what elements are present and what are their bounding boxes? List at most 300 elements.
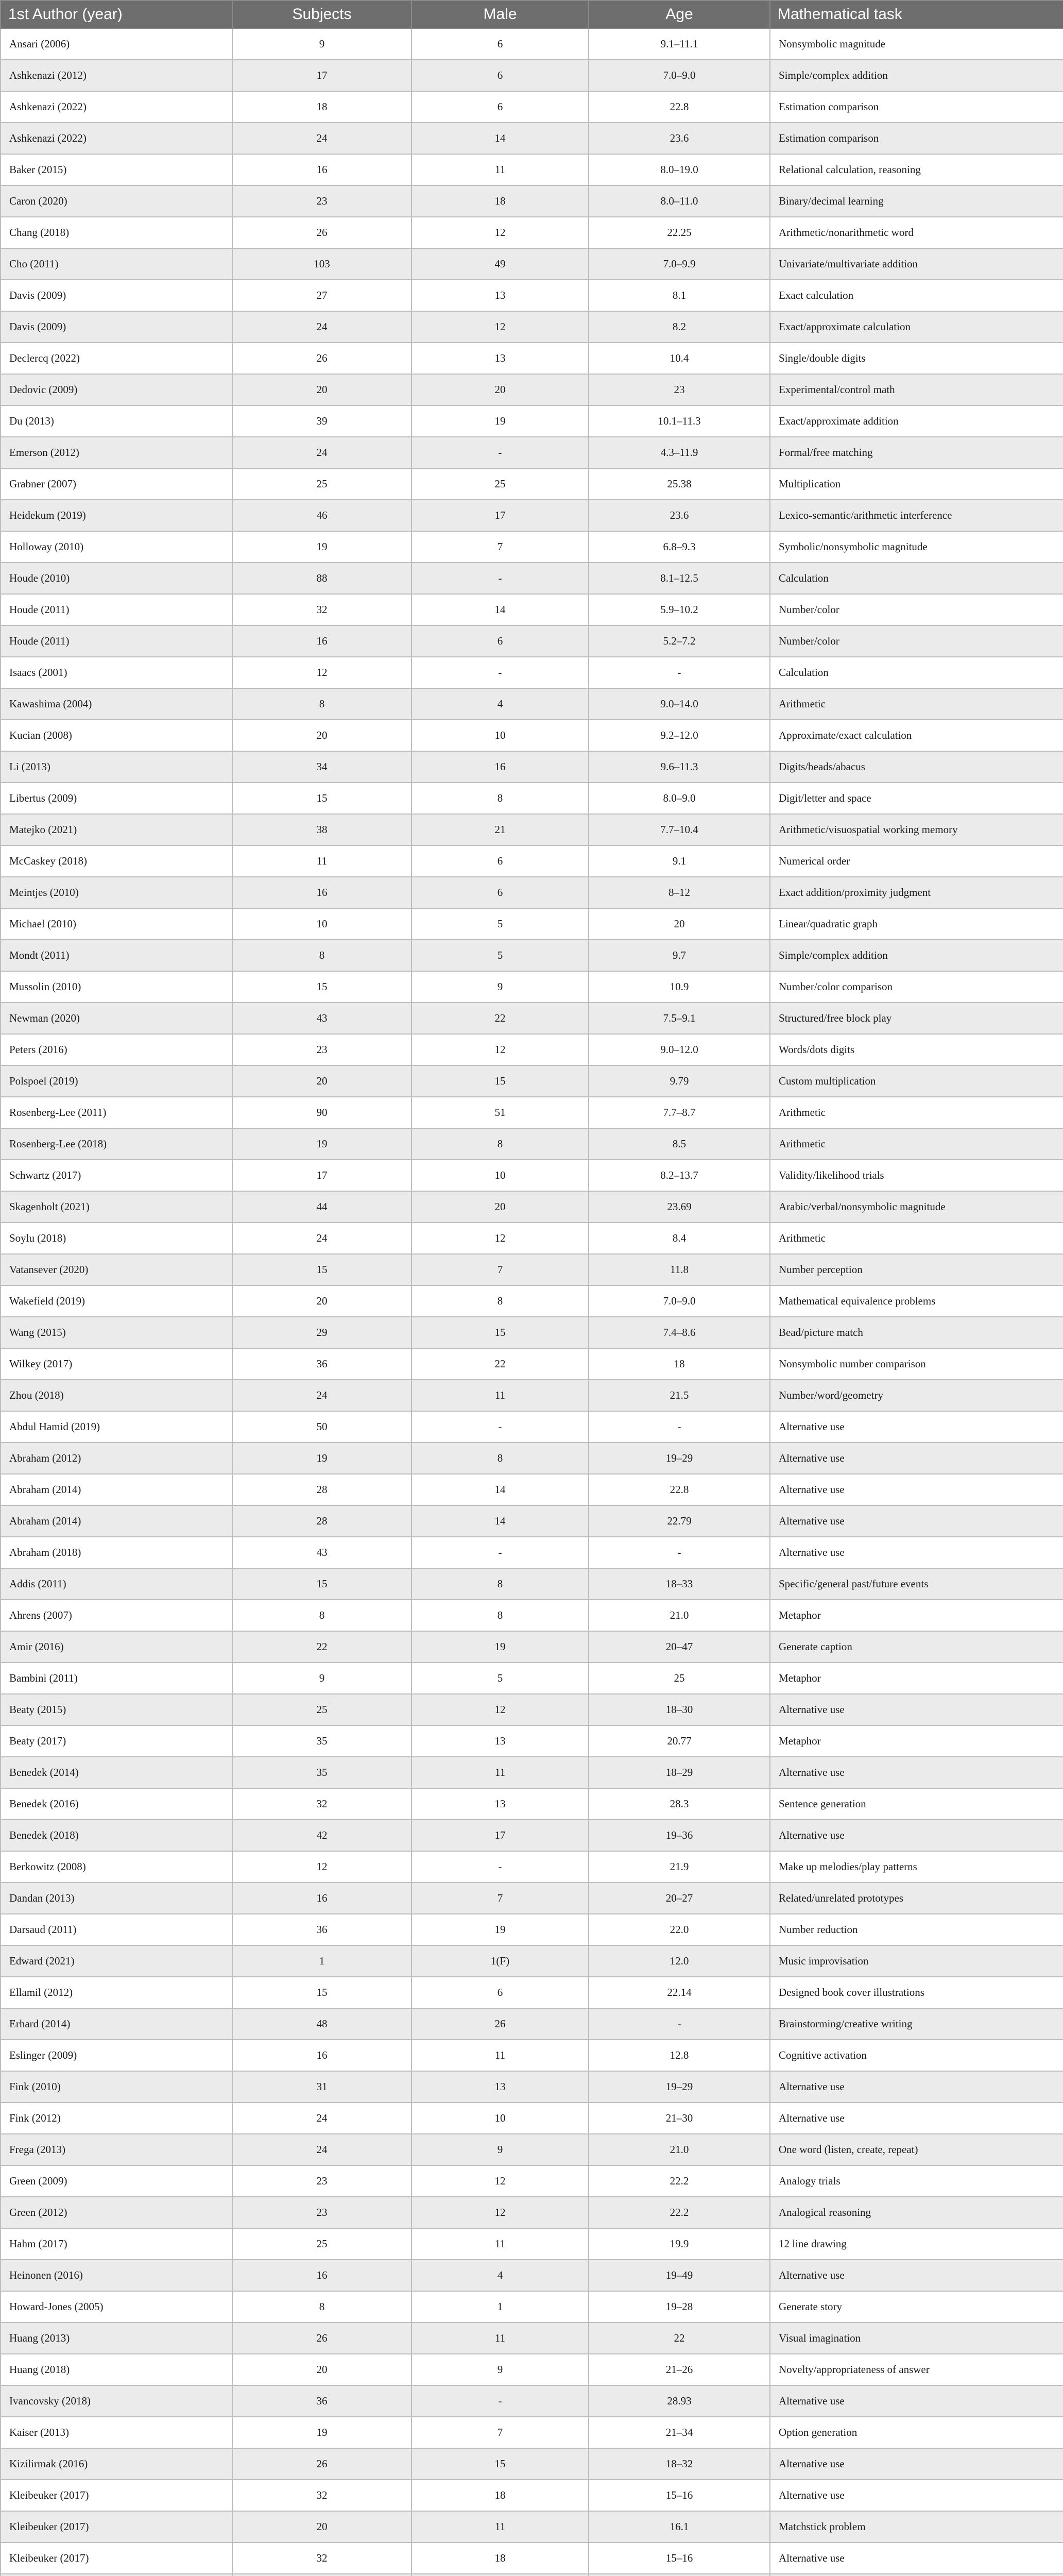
author-cell: Meintjes (2010)	[1, 877, 232, 908]
male-cell: 8	[412, 1285, 589, 1317]
task-cell: Alternative use	[770, 2543, 1063, 2574]
task-cell: Estimation comparison	[770, 123, 1063, 154]
male-cell: 17	[412, 500, 589, 531]
male-cell: 15	[412, 1065, 589, 1097]
author-cell: Caron (2020)	[1, 185, 232, 217]
male-cell: 4	[412, 688, 589, 720]
age-cell: 4.3–11.9	[589, 437, 770, 468]
age-cell: 19–49	[589, 2260, 770, 2291]
author-cell: Addis (2011)	[1, 1568, 232, 1600]
author-cell: Soylu (2018)	[1, 1223, 232, 1254]
table-row	[1, 500, 1063, 531]
age-cell: 22.2	[589, 2197, 770, 2228]
male-cell: 22	[412, 1003, 589, 1034]
author-cell: Matejko (2021)	[1, 814, 232, 845]
table-row	[1, 437, 1063, 468]
male-cell: 19	[412, 1914, 589, 1945]
table-row	[1, 2134, 1063, 2165]
table-row	[1, 971, 1063, 1003]
age-cell: 11.8	[589, 1254, 770, 1285]
task-cell: Nonsymbolic number comparison	[770, 1348, 1063, 1380]
task-cell: Digit/letter and space	[770, 783, 1063, 814]
age-cell: 7.0–9.9	[589, 248, 770, 280]
author-cell: Hahm (2017)	[1, 2228, 232, 2260]
subjects-cell: 26	[232, 2448, 412, 2480]
task-cell: Alternative use	[770, 2448, 1063, 2480]
table-row	[1, 2448, 1063, 2480]
age-cell: 9.1	[589, 845, 770, 877]
author-cell: Amir (2016)	[1, 1631, 232, 1663]
male-cell: 17	[412, 1820, 589, 1851]
table-row	[1, 1443, 1063, 1474]
task-cell: Metaphor	[770, 1725, 1063, 1757]
subjects-cell: 16	[232, 1883, 412, 1914]
table-row	[1, 2354, 1063, 2385]
male-cell: 6	[412, 877, 589, 908]
task-cell: Cognitive activation	[770, 2040, 1063, 2071]
male-cell: 14	[412, 123, 589, 154]
age-cell: 7.7–8.7	[589, 1097, 770, 1128]
male-cell: 15	[412, 2448, 589, 2480]
subjects-cell: 16	[232, 2260, 412, 2291]
task-cell: Alternative use	[770, 2385, 1063, 2417]
subjects-cell: 24	[232, 123, 412, 154]
author-cell: Grabner (2007)	[1, 468, 232, 500]
male-cell	[412, 2574, 589, 2576]
male-cell: 18	[412, 185, 589, 217]
author-cell: Frega (2013)	[1, 2134, 232, 2165]
age-cell: 23.6	[589, 500, 770, 531]
male-cell: 13	[412, 1725, 589, 1757]
age-cell: 9.7	[589, 940, 770, 971]
male-cell: -	[412, 1537, 589, 1568]
author-cell: Ashkenazi (2022)	[1, 123, 232, 154]
task-cell: Digits/beads/abacus	[770, 751, 1063, 783]
author-cell: Fink (2010)	[1, 2071, 232, 2103]
task-cell: Simple/complex addition	[770, 940, 1063, 971]
subjects-cell: 46	[232, 500, 412, 531]
subjects-cell: 12	[232, 1851, 412, 1883]
author-cell: Davis (2009)	[1, 311, 232, 343]
table-row	[1, 2480, 1063, 2511]
male-cell: 10	[412, 720, 589, 751]
table-row	[1, 1191, 1063, 1223]
table-row	[1, 2071, 1063, 2103]
column-header-task: Mathematical task	[770, 1, 1063, 28]
table-row	[1, 2385, 1063, 2417]
table-row	[1, 343, 1063, 374]
author-cell: Newman (2020)	[1, 1003, 232, 1034]
task-cell: Arithmetic	[770, 1223, 1063, 1254]
task-cell: Metaphor	[770, 1663, 1063, 1694]
male-cell: 6	[412, 1977, 589, 2008]
subjects-cell	[232, 2574, 412, 2576]
age-cell: 19–36	[589, 1820, 770, 1851]
age-cell: 9.6–11.3	[589, 751, 770, 783]
male-cell: 6	[412, 60, 589, 91]
table-row	[1, 185, 1063, 217]
column-header-age: Age	[589, 1, 770, 28]
subjects-cell: 23	[232, 2165, 412, 2197]
male-cell: 13	[412, 2071, 589, 2103]
subjects-cell: 17	[232, 60, 412, 91]
table-row	[1, 468, 1063, 500]
male-cell: 51	[412, 1097, 589, 1128]
age-cell: 8.0–19.0	[589, 154, 770, 185]
table-row	[1, 940, 1063, 971]
task-cell: Alternative use	[770, 2071, 1063, 2103]
task-cell: Calculation	[770, 563, 1063, 594]
table-row	[1, 1977, 1063, 2008]
author-cell: Beaty (2017)	[1, 1725, 232, 1757]
age-cell: 20–27	[589, 1883, 770, 1914]
author-cell: Benedek (2016)	[1, 1788, 232, 1820]
age-cell: 20–47	[589, 1631, 770, 1663]
male-cell: 9	[412, 971, 589, 1003]
subjects-cell: 29	[232, 1317, 412, 1348]
table-row	[1, 311, 1063, 343]
male-cell: 12	[412, 1694, 589, 1725]
author-cell: Libertus (2009)	[1, 783, 232, 814]
table-row	[1, 28, 1063, 60]
male-cell: 11	[412, 154, 589, 185]
task-cell: Words/dots digits	[770, 1034, 1063, 1065]
table-row	[1, 2103, 1063, 2134]
author-cell: Kucian (2008)	[1, 720, 232, 751]
author-cell: Berkowitz (2008)	[1, 1851, 232, 1883]
subjects-cell: 44	[232, 1191, 412, 1223]
male-cell: 11	[412, 1380, 589, 1411]
task-cell: Generate story	[770, 2291, 1063, 2323]
author-cell: Wilkey (2017)	[1, 1348, 232, 1380]
subjects-cell: 15	[232, 971, 412, 1003]
table-row	[1, 248, 1063, 280]
author-cell: Mondt (2011)	[1, 940, 232, 971]
column-header-male: Male	[412, 1, 589, 28]
author-cell: Ansari (2006)	[1, 28, 232, 60]
author-cell: Dandan (2013)	[1, 1883, 232, 1914]
table-row	[1, 1097, 1063, 1128]
task-cell: Number perception	[770, 1254, 1063, 1285]
author-cell: Erhard (2014)	[1, 2008, 232, 2040]
author-cell: Heinonen (2016)	[1, 2260, 232, 2291]
table-row	[1, 2040, 1063, 2071]
male-cell: 6	[412, 28, 589, 60]
subjects-cell: 28	[232, 1474, 412, 1505]
task-cell: Alternative use	[770, 1694, 1063, 1725]
subjects-cell: 15	[232, 1568, 412, 1600]
age-cell: 19–29	[589, 1443, 770, 1474]
table-row	[1, 1254, 1063, 1285]
subjects-cell: 9	[232, 1663, 412, 1694]
subjects-cell: 32	[232, 594, 412, 625]
task-cell: Linear/quadratic graph	[770, 908, 1063, 940]
age-cell: 22.79	[589, 1505, 770, 1537]
table-row	[1, 1505, 1063, 1537]
table-row	[1, 2228, 1063, 2260]
task-cell: Matchstick problem	[770, 2511, 1063, 2543]
task-cell	[770, 2574, 1063, 2576]
table-row	[1, 1568, 1063, 1600]
age-cell: 9.79	[589, 1065, 770, 1097]
task-cell: Lexico-semantic/arithmetic interference	[770, 500, 1063, 531]
age-cell: 7.5–9.1	[589, 1003, 770, 1034]
author-cell: Green (2009)	[1, 2165, 232, 2197]
male-cell: 20	[412, 1191, 589, 1223]
subjects-cell: 32	[232, 1788, 412, 1820]
task-cell: Mathematical equivalence problems	[770, 1285, 1063, 1317]
age-cell: 8.1	[589, 280, 770, 311]
subjects-cell: 16	[232, 877, 412, 908]
table-row	[1, 657, 1063, 688]
author-cell: Wakefield (2019)	[1, 1285, 232, 1317]
subjects-cell: 16	[232, 625, 412, 657]
task-cell: Designed book cover illustrations	[770, 1977, 1063, 2008]
male-cell: 8	[412, 1128, 589, 1160]
task-cell: Approximate/exact calculation	[770, 720, 1063, 751]
age-cell: 8.5	[589, 1128, 770, 1160]
male-cell: 6	[412, 91, 589, 123]
subjects-cell: 1	[232, 1945, 412, 1977]
table-row	[1, 1348, 1063, 1380]
age-cell: 20	[589, 908, 770, 940]
age-cell: 22.8	[589, 91, 770, 123]
author-cell: Skagenholt (2021)	[1, 1191, 232, 1223]
age-cell: 22.2	[589, 2165, 770, 2197]
subjects-cell: 22	[232, 1631, 412, 1663]
author-cell: Benedek (2014)	[1, 1757, 232, 1788]
table-row	[1, 1663, 1063, 1694]
male-cell: 14	[412, 1505, 589, 1537]
table-row	[1, 1788, 1063, 1820]
subjects-cell: 35	[232, 1725, 412, 1757]
author-cell: Fink (2012)	[1, 2103, 232, 2134]
table-row	[1, 751, 1063, 783]
task-cell: Exact/approximate addition	[770, 405, 1063, 437]
author-cell: Kleibeuker (2017)	[1, 2511, 232, 2543]
age-cell: 20.77	[589, 1725, 770, 1757]
table-row	[1, 2574, 1063, 2576]
age-cell: 21.0	[589, 2134, 770, 2165]
subjects-cell: 31	[232, 2071, 412, 2103]
task-cell: Option generation	[770, 2417, 1063, 2448]
age-cell: 22.14	[589, 1977, 770, 2008]
age-cell: 22.25	[589, 217, 770, 248]
age-cell: 23.69	[589, 1191, 770, 1223]
male-cell: 14	[412, 594, 589, 625]
male-cell: 12	[412, 1223, 589, 1254]
table-row	[1, 1285, 1063, 1317]
table-row	[1, 2291, 1063, 2323]
male-cell: 22	[412, 1348, 589, 1380]
subjects-cell: 23	[232, 2197, 412, 2228]
task-cell: Number/word/geometry	[770, 1380, 1063, 1411]
table-row	[1, 405, 1063, 437]
male-cell: 10	[412, 2103, 589, 2134]
male-cell: 13	[412, 343, 589, 374]
male-cell: -	[412, 1411, 589, 1443]
table-row	[1, 1411, 1063, 1443]
age-cell: 5.9–10.2	[589, 594, 770, 625]
table-row	[1, 720, 1063, 751]
author-cell: Houde (2011)	[1, 625, 232, 657]
subjects-cell: 24	[232, 2103, 412, 2134]
male-cell: 11	[412, 2323, 589, 2354]
age-cell: 19–28	[589, 2291, 770, 2323]
author-cell: Ahrens (2007)	[1, 1600, 232, 1631]
author-cell: Peters (2016)	[1, 1034, 232, 1065]
task-cell: Number/color	[770, 625, 1063, 657]
age-cell: 8.0–9.0	[589, 783, 770, 814]
age-cell: 9.0–12.0	[589, 1034, 770, 1065]
subjects-cell: 8	[232, 688, 412, 720]
task-cell: Alternative use	[770, 1443, 1063, 1474]
task-cell: Bead/picture match	[770, 1317, 1063, 1348]
male-cell: 5	[412, 908, 589, 940]
subjects-cell: 16	[232, 154, 412, 185]
table-row	[1, 2260, 1063, 2291]
subjects-cell: 19	[232, 531, 412, 563]
subjects-cell: 25	[232, 2228, 412, 2260]
author-cell: Abraham (2018)	[1, 1537, 232, 1568]
subjects-cell: 90	[232, 1097, 412, 1128]
subjects-cell: 88	[232, 563, 412, 594]
age-cell: 15–16	[589, 2480, 770, 2511]
male-cell: 20	[412, 374, 589, 405]
subjects-cell: 20	[232, 1285, 412, 1317]
author-cell: Huang (2013)	[1, 2323, 232, 2354]
subjects-cell: 34	[232, 751, 412, 783]
age-cell: 12.0	[589, 1945, 770, 1977]
subjects-cell: 26	[232, 2323, 412, 2354]
author-cell: Michael (2010)	[1, 908, 232, 940]
subjects-cell: 48	[232, 2008, 412, 2040]
age-cell: 21.0	[589, 1600, 770, 1631]
subjects-cell: 26	[232, 217, 412, 248]
author-cell: Cho (2011)	[1, 248, 232, 280]
male-cell: -	[412, 657, 589, 688]
table-row	[1, 60, 1063, 91]
task-cell: Related/unrelated prototypes	[770, 1883, 1063, 1914]
table-row	[1, 2323, 1063, 2354]
author-cell: Kizilirmak (2016)	[1, 2448, 232, 2480]
task-cell: Alternative use	[770, 1820, 1063, 1851]
author-cell: Rosenberg-Lee (2018)	[1, 1128, 232, 1160]
author-cell: Emerson (2012)	[1, 437, 232, 468]
table-row	[1, 91, 1063, 123]
table-row	[1, 1694, 1063, 1725]
author-cell: Kawashima (2004)	[1, 688, 232, 720]
table-row	[1, 845, 1063, 877]
age-cell: 22.8	[589, 1474, 770, 1505]
task-cell: Estimation comparison	[770, 91, 1063, 123]
male-cell: 10	[412, 1160, 589, 1191]
age-cell: 21–26	[589, 2354, 770, 2385]
male-cell: 49	[412, 248, 589, 280]
subjects-cell: 27	[232, 280, 412, 311]
table-row	[1, 1631, 1063, 1663]
task-cell: Binary/decimal learning	[770, 185, 1063, 217]
task-cell: Numerical order	[770, 845, 1063, 877]
male-cell: 12	[412, 1034, 589, 1065]
task-cell: Make up melodies/play patterns	[770, 1851, 1063, 1883]
age-cell: 8.4	[589, 1223, 770, 1254]
age-cell: 8.1–12.5	[589, 563, 770, 594]
age-cell: -	[589, 2008, 770, 2040]
table-row	[1, 1757, 1063, 1788]
author-cell: Ashkenazi (2022)	[1, 91, 232, 123]
subjects-cell: 38	[232, 814, 412, 845]
male-cell: 5	[412, 940, 589, 971]
subjects-cell: 28	[232, 1505, 412, 1537]
age-cell: 19.9	[589, 2228, 770, 2260]
subjects-cell: 19	[232, 1443, 412, 1474]
author-cell: Schwartz (2017)	[1, 1160, 232, 1191]
age-cell: 7.0–9.0	[589, 1285, 770, 1317]
task-cell: Arithmetic	[770, 1128, 1063, 1160]
male-cell: 15	[412, 1317, 589, 1348]
age-cell: 8–12	[589, 877, 770, 908]
male-cell: 12	[412, 2165, 589, 2197]
table-row	[1, 877, 1063, 908]
table-row	[1, 814, 1063, 845]
male-cell: 7	[412, 1254, 589, 1285]
task-cell: Brainstorming/creative writing	[770, 2008, 1063, 2040]
subjects-cell: 36	[232, 1914, 412, 1945]
male-cell: 1(F)	[412, 1945, 589, 1977]
subjects-cell: 24	[232, 1223, 412, 1254]
task-cell: Experimental/control math	[770, 374, 1063, 405]
subjects-cell: 18	[232, 91, 412, 123]
subjects-cell: 12	[232, 657, 412, 688]
age-cell: 28.3	[589, 1788, 770, 1820]
author-cell: Eslinger (2009)	[1, 2040, 232, 2071]
author-cell: Wang (2015)	[1, 1317, 232, 1348]
task-cell: Generate caption	[770, 1631, 1063, 1663]
subjects-cell: 11	[232, 845, 412, 877]
column-header-author: 1st Author (year)	[1, 1, 232, 28]
age-cell: 12.8	[589, 2040, 770, 2071]
male-cell: 8	[412, 783, 589, 814]
task-cell: Number/color	[770, 594, 1063, 625]
subjects-cell: 9	[232, 28, 412, 60]
age-cell: 21–30	[589, 2103, 770, 2134]
subjects-cell: 24	[232, 437, 412, 468]
author-cell: Benedek (2018)	[1, 1820, 232, 1851]
author-cell: McCaskey (2018)	[1, 845, 232, 877]
author-cell	[1, 2574, 232, 2576]
male-cell: 9	[412, 2354, 589, 2385]
task-cell: Alternative use	[770, 2103, 1063, 2134]
male-cell: -	[412, 2385, 589, 2417]
task-cell: Music improvisation	[770, 1945, 1063, 1977]
author-cell: Chang (2018)	[1, 217, 232, 248]
task-cell: Nonsymbolic magnitude	[770, 28, 1063, 60]
author-cell: Bambini (2011)	[1, 1663, 232, 1694]
table-row	[1, 2197, 1063, 2228]
table-row	[1, 1317, 1063, 1348]
author-cell: Abdul Hamid (2019)	[1, 1411, 232, 1443]
table-row	[1, 625, 1063, 657]
task-cell: Exact calculation	[770, 280, 1063, 311]
subjects-cell: 15	[232, 1977, 412, 2008]
male-cell: 12	[412, 2197, 589, 2228]
author-cell: Polspoel (2019)	[1, 1065, 232, 1097]
table-row	[1, 123, 1063, 154]
task-cell: Alternative use	[770, 1505, 1063, 1537]
task-cell: Arithmetic/nonarithmetic word	[770, 217, 1063, 248]
author-cell: Zhou (2018)	[1, 1380, 232, 1411]
